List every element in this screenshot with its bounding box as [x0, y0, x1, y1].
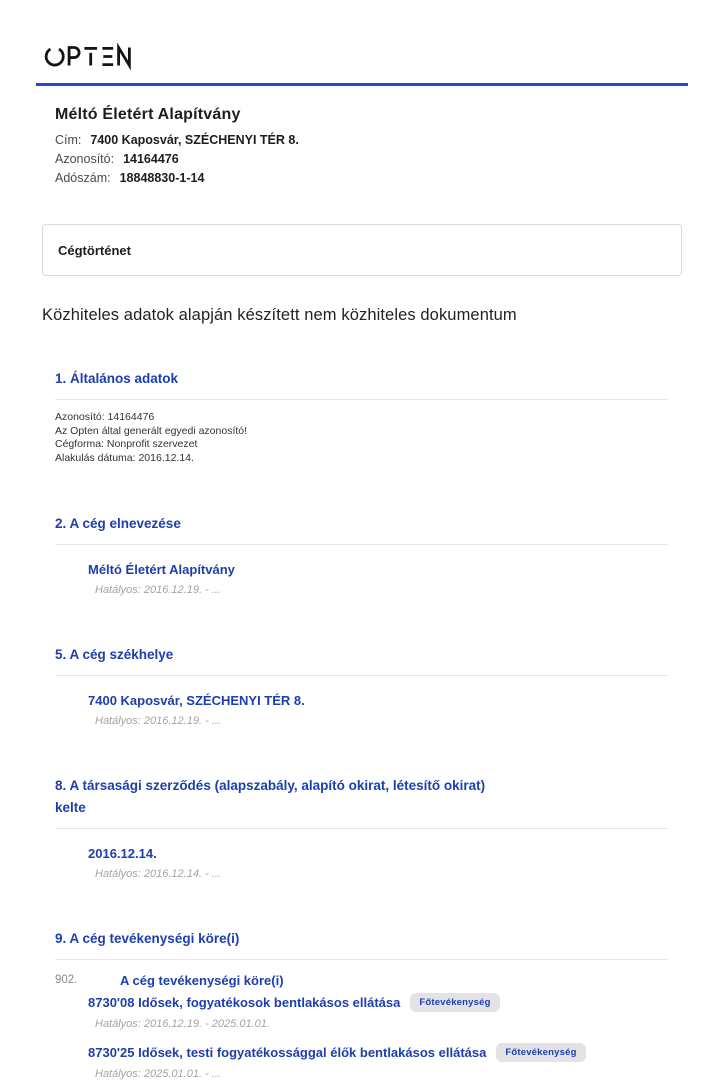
identifier-row: [55, 150, 682, 169]
main-activity-badge: Főtevékenység: [496, 1043, 585, 1062]
section-divider: [55, 959, 668, 960]
tax-number-label: Adószám:: [55, 171, 111, 185]
company-name-value: Méltó Életért Alapítvány: [88, 562, 235, 577]
section-title: 1. Általános adatok: [55, 371, 179, 386]
section-company-name: [55, 513, 682, 596]
section-general-data: [55, 368, 682, 465]
company-history-label: Cégtörténet: [58, 242, 131, 258]
section-divider: [55, 675, 668, 676]
sections: [55, 368, 682, 1080]
activity-name-text: 8730'08 Idősek, fogyatékosok bentlakásos ellátása: [88, 995, 401, 1010]
section-divider: [55, 828, 668, 829]
section-headquarters: [55, 644, 682, 727]
section-title: 5. A cég székhelye: [55, 647, 174, 662]
headquarters-value: 7400 Kaposvár, SZÉCHENYI TÉR 8.: [88, 693, 305, 708]
section-deed-date: [55, 775, 682, 880]
address-label: Cím:: [55, 133, 82, 147]
address-value: 7400 Kaposvár, SZÉCHENYI TÉR 8.: [90, 133, 299, 147]
validity-text: Hatályos: 2025.01.01. - ...: [95, 1068, 221, 1080]
general-line-founded: Alakulás dátuma: 2016.12.14.: [55, 451, 194, 464]
validity-text: Hatályos: 2016.12.19. - 2025.01.01.: [95, 1018, 270, 1030]
deed-date-value: 2016.12.14.: [88, 846, 157, 861]
header-divider: [36, 83, 688, 86]
tax-number-value: 18848830-1-14: [119, 171, 205, 185]
section-divider: [55, 544, 668, 545]
activity-name-text: 8730'25 Idősek, testi fogyatékossággal élők bentlakásos ellátása: [88, 1045, 487, 1060]
section-activities: [55, 928, 682, 1080]
identifier-label: Azonosító:: [55, 152, 115, 166]
disclaimer-heading: Közhiteles adatok alapján készített nem közhiteles dokumentum: [42, 306, 517, 324]
activity-row: [55, 973, 682, 1080]
company-history-button[interactable]: [42, 224, 682, 276]
section-title: 8. A társasági szerződés (alapszabály, alapító okirat, létesítő okirat) kelte: [55, 778, 486, 815]
company-info: [55, 131, 682, 188]
company-name: Méltó Életért Alapítvány: [55, 106, 241, 123]
section-title: 2. A cég elnevezése: [55, 516, 181, 531]
activity-name: [88, 1043, 682, 1062]
section-divider: [55, 399, 668, 400]
general-line-identifier: Azonosító: 14164476: [55, 411, 155, 423]
validity-text: Hatályos: 2016.12.19. - ...: [95, 584, 221, 596]
general-data-lines: [55, 411, 682, 465]
main-activity-badge: Főtevékenység: [410, 993, 499, 1012]
section-title: 9. A cég tevékenységi köre(i): [55, 931, 240, 946]
validity-text: Hatályos: 2016.12.14. - ...: [95, 868, 221, 880]
activity-name: [88, 993, 682, 1012]
general-line-note: Az Opten által generált egyedi azonosító!: [55, 424, 248, 437]
tax-number-row: [55, 169, 682, 188]
general-line-form: Cégforma: Nonprofit szervezet: [55, 438, 198, 450]
validity-text: Hatályos: 2016.12.19. - ...: [95, 715, 221, 727]
activity-row-number: 902.: [55, 974, 78, 986]
identifier-value: 14164476: [123, 152, 179, 166]
opten-logo: [42, 43, 682, 69]
document-page: [0, 43, 724, 1080]
address-row: [55, 131, 682, 150]
activity-row-title: A cég tevékenységi köre(i): [120, 973, 284, 988]
opten-logo-icon: [42, 43, 134, 70]
